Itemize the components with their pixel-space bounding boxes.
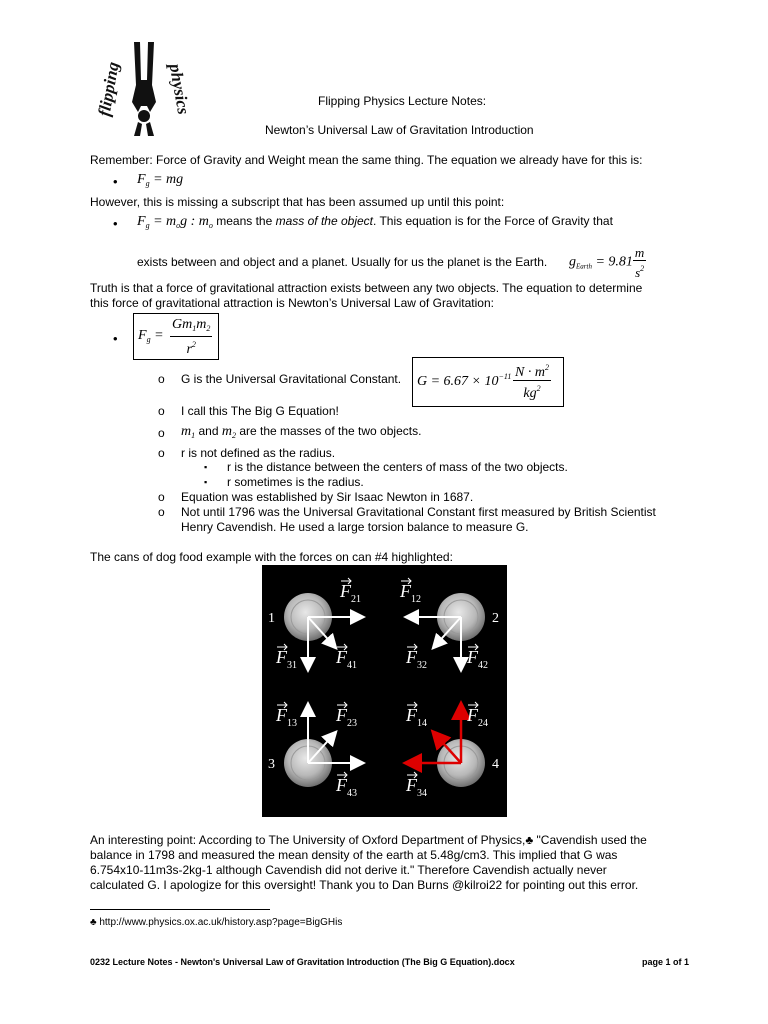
force-label-32: $F_{32}$ (406, 647, 427, 671)
svg-text:physics: physics (165, 62, 194, 116)
cavendish-text-2: Henry Cavendish. He used a large torsion balance to measure G. (181, 520, 529, 534)
header-line-2: Newton’s Universal Law of Gravitation Introduction (265, 123, 534, 137)
force-label-14: $F_{14}$ (406, 705, 427, 729)
cans-force-diagram (262, 565, 507, 817)
big-g-text: I call this The Big G Equation! (181, 404, 339, 418)
universal-gravitation-equation: $F_g$ = $\frac{Gm_1m_2}{r^2}$ (133, 313, 219, 360)
equation-weight-subscript: $F_g = m_og$ : $m_o$ means the mass of the object. This equation is for the Force of Gravity that (137, 214, 613, 230)
circle-bullet: o (158, 372, 165, 386)
equation-g-earth: $g_{Earth} = 9.81$ $\frac{m}{s^2}$ (569, 245, 645, 280)
footnote-separator (90, 909, 270, 910)
however-text: However, this is missing a subscript that has been assumed up until this point: (90, 195, 505, 209)
interesting-text-1: An interesting point: According to The University of Oxford Department of Physics,♣ "Cavendish used the (90, 833, 647, 847)
force-label-23: $F_{23}$ (336, 705, 357, 729)
footnote-link[interactable]: ♣ http://www.physics.ox.ac.uk/history.asp?page=BigGHis (90, 917, 343, 928)
circle-bullet: o (158, 426, 165, 440)
circle-bullet: o (158, 490, 165, 504)
force-label-42: $F_{42}$ (467, 647, 488, 671)
bullet: • (113, 331, 118, 346)
force-label-43: $F_{43}$ (336, 775, 357, 799)
cans-text: The cans of dog food example with the forces on can #4 highlighted: (90, 550, 453, 564)
newton-text: Equation was established by Sir Isaac Newton in 1687. (181, 490, 474, 504)
force-label-21: $F_{21}$ (340, 581, 361, 605)
flipping-physics-logo (94, 40, 194, 140)
square-bullet: ▪ (204, 462, 208, 472)
g-constant-text: G is the Universal Gravitational Constant. (181, 372, 402, 386)
truth-text-1: Truth is that a force of gravitational attraction exists between any two objects. The equation to determine (90, 281, 643, 295)
interesting-text-2: balance in 1798 and measured the mean density of the earth at 5.48g/cm3. This implied that G was (90, 848, 618, 862)
circle-bullet: o (158, 404, 165, 418)
equation-weight: $F_g$ = mg (137, 172, 184, 188)
bullet: • (113, 174, 118, 189)
force-label-24: $F_{24}$ (467, 705, 488, 729)
masses-text: $m_1$ and $m_2$ are the masses of the two objects. (181, 424, 422, 440)
bullet: • (113, 216, 118, 231)
can-label-3: 3 (268, 757, 275, 772)
can-label-2: 2 (492, 611, 499, 626)
force-label-31: $F_{31}$ (276, 647, 297, 671)
force-label-41: $F_{41}$ (336, 647, 357, 671)
r-sometimes-text: r sometimes is the radius. (227, 475, 364, 489)
can-label-1: 1 (268, 611, 275, 626)
header-line-1: Flipping Physics Lecture Notes: (318, 94, 487, 108)
force-label-34: $F_{34}$ (406, 775, 427, 799)
circle-bullet: o (158, 505, 165, 519)
footer-page-number: page 1 of 1 (642, 957, 690, 967)
square-bullet: ▪ (204, 477, 208, 487)
r-distance-text: r is the distance between the centers of mass of the two objects. (227, 460, 568, 474)
r-not-radius-text: r is not defined as the radius. (181, 446, 336, 460)
interesting-text-3: 6.754x10-11m3s-2kg-1 although Cavendish did not derive it." Therefore Cavendish actually never (90, 863, 607, 877)
truth-text-2: this force of gravitational attraction is Newton’s Universal Law of Gravitation: (90, 296, 494, 310)
force-label-13: $F_{13}$ (276, 705, 297, 729)
cavendish-text-1: Not until 1796 was the Universal Gravitational Constant first measured by British Scientist (181, 505, 656, 519)
can-label-4: 4 (492, 757, 499, 772)
svg-text:flipping: flipping (94, 60, 123, 118)
remember-text: Remember: Force of Gravity and Weight mean the same thing. The equation we already have for this is: (90, 153, 643, 167)
footer-filename: 0232 Lecture Notes - Newton's Universal Law of Gravitation Introduction (The Big G Equation).docx (90, 957, 515, 967)
g-constant-equation: $G = 6.67 \times 10^{-11}$ $\frac{N \cdot m^2}{kg^2}$ (412, 357, 564, 407)
interesting-text-4: calculated G. I apologize for this oversight! Thank you to Dan Burns @kilroi22 for pointing out this error. (90, 878, 639, 892)
force-label-12: $F_{12}$ (400, 581, 421, 605)
exists-text: exists between and object and a planet. Usually for us the planet is the Earth. (137, 255, 548, 269)
circle-bullet: o (158, 446, 165, 460)
